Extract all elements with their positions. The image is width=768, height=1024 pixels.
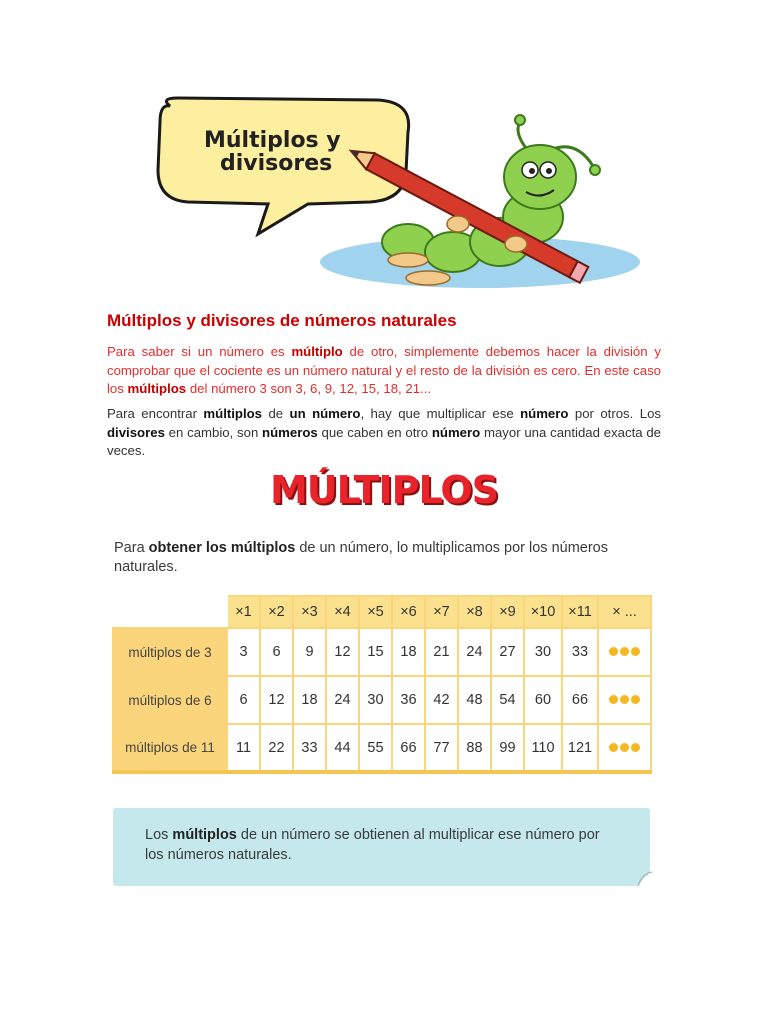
multiples-title: MÚLTIPLOS: [269, 468, 499, 512]
column-header: ×7: [425, 596, 458, 628]
bold-text: múltiplo: [291, 344, 343, 359]
column-header: ×3: [293, 596, 326, 628]
antenna-tip: [590, 165, 600, 175]
table-cell: 33: [293, 724, 326, 772]
pupil: [529, 168, 535, 174]
text: de un número se obtienen al multiplicar ese número por los números naturales.: [145, 827, 600, 863]
table-cell: 3: [227, 628, 260, 676]
table-header-row: [113, 596, 651, 628]
column-header: ×9: [491, 596, 524, 628]
text: por otros. Los: [568, 406, 661, 421]
text: del número 3 son 3, 6, 9, 12, 15, 18, 21...: [186, 381, 432, 396]
table-cell: 48: [458, 676, 491, 724]
hand: [505, 236, 527, 252]
table-cell: 60: [524, 676, 562, 724]
row-header: múltiplos de 11: [113, 724, 227, 772]
table-cell: 77: [425, 724, 458, 772]
bold-text: divisores: [107, 424, 165, 440]
table-cell: 36: [392, 676, 425, 724]
table-cell: 22: [260, 724, 293, 772]
table-cell: 24: [458, 628, 491, 676]
table-cell: 11: [227, 724, 260, 772]
pupil: [546, 168, 552, 174]
text: de otro, simplemente debemos hacer la división y comprobar que el cociente es un número natural y el resto de la división es cero. En este caso los: [107, 344, 661, 396]
foot: [388, 253, 428, 267]
table-cell: 30: [524, 628, 562, 676]
bold-text: múltiplos: [127, 381, 187, 396]
table-cell: 15: [359, 628, 392, 676]
ellipsis-cell: [598, 676, 651, 724]
table-cell: 18: [392, 628, 425, 676]
text: , hay que multiplicar ese: [360, 406, 521, 421]
bold-text: número: [431, 424, 481, 440]
page-curl-icon: [634, 870, 652, 888]
bold-text: números: [262, 424, 318, 440]
table-row: [113, 676, 651, 724]
column-header: ×8: [458, 596, 491, 628]
table-cell: 66: [562, 676, 598, 724]
multiples-table: [112, 595, 652, 774]
table-cell: 121: [562, 724, 598, 772]
text: en cambio, son: [164, 424, 263, 440]
table-cell: 18: [293, 676, 326, 724]
note-box: [113, 808, 650, 886]
table-cell: 12: [260, 676, 293, 724]
table-cell: 6: [227, 676, 260, 724]
text: Para: [114, 540, 149, 556]
table-cell: 21: [425, 628, 458, 676]
table-cell: 30: [359, 676, 392, 724]
section-title: Múltiplos y divisores de números naturales: [107, 311, 457, 330]
table-cell: 99: [491, 724, 524, 772]
foot: [406, 271, 450, 285]
three-dots-icon: [609, 743, 640, 752]
intro-text: [114, 539, 654, 577]
bubble-line-1: Múltiplos y: [204, 128, 341, 153]
text: de: [262, 406, 290, 421]
column-header: ×1: [227, 596, 260, 628]
caterpillar-head: [504, 145, 576, 209]
table-cell: 66: [392, 724, 425, 772]
column-header: ×2: [260, 596, 293, 628]
bubble-line-2: divisores: [220, 151, 333, 176]
column-header: ×5: [359, 596, 392, 628]
bold-text: obtener los múltiplos: [148, 540, 296, 556]
paragraph-divisors: [107, 405, 661, 461]
text: Los: [145, 827, 173, 843]
ellipsis-cell: [598, 724, 651, 772]
hand: [447, 216, 469, 232]
paragraph-multiples: [107, 343, 661, 399]
table-corner-cell: [113, 596, 227, 628]
table-cell: 12: [326, 628, 359, 676]
row-header: múltiplos de 6: [113, 676, 227, 724]
antenna-tip: [515, 115, 525, 125]
table-cell: 9: [293, 628, 326, 676]
table-cell: 33: [562, 628, 598, 676]
column-header: ×11: [562, 596, 598, 628]
table-cell: 88: [458, 724, 491, 772]
table-cell: 24: [326, 676, 359, 724]
table-cell: 110: [524, 724, 562, 772]
table-cell: 55: [359, 724, 392, 772]
table-cell: 54: [491, 676, 524, 724]
text: Para encontrar: [107, 406, 204, 421]
text: que caben en otro: [317, 424, 432, 440]
table-cell: 44: [326, 724, 359, 772]
table-cell: 6: [260, 628, 293, 676]
table-row: [113, 628, 651, 676]
bold-text: un número: [289, 406, 361, 421]
bold-text: múltiplos: [203, 406, 263, 421]
ellipsis-cell: [598, 628, 651, 676]
row-header: múltiplos de 3: [113, 628, 227, 676]
bold-text: número: [520, 406, 569, 421]
table-row: [113, 724, 651, 772]
caterpillar-illustration: [108, 92, 660, 297]
header-illustration: [108, 92, 660, 297]
three-dots-icon: [609, 695, 640, 704]
three-dots-icon: [609, 647, 640, 656]
column-header: × ...: [598, 596, 651, 628]
table-cell: 42: [425, 676, 458, 724]
column-header: ×6: [392, 596, 425, 628]
text: de un número, lo multiplicamos por los números naturales.: [114, 540, 608, 575]
column-header: ×4: [326, 596, 359, 628]
table-cell: 27: [491, 628, 524, 676]
text: mayor una cantidad exacta de veces.: [107, 424, 661, 458]
column-header: ×10: [524, 596, 562, 628]
bold-text: múltiplos: [172, 827, 237, 843]
text: Para saber si un número es: [107, 344, 292, 359]
